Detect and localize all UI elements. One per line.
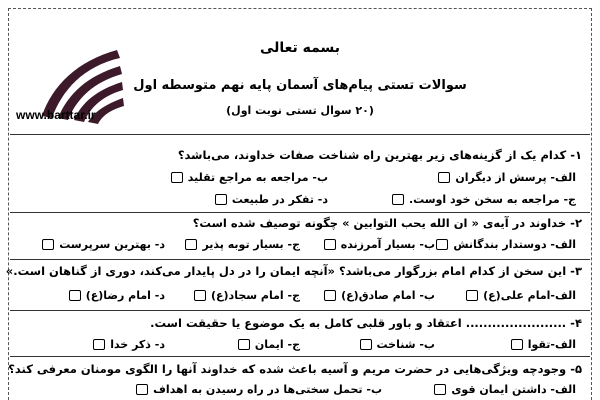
q2-option-b[interactable]: ب- بسیار آمرزنده xyxy=(324,238,435,251)
checkbox-icon[interactable] xyxy=(511,339,523,350)
q2-option-d[interactable]: د- بهترین سرپرست xyxy=(42,238,165,251)
q3-option-b[interactable]: ب- امام صادق(ع) xyxy=(324,289,435,302)
question-divider xyxy=(10,356,590,357)
q1-option-a[interactable]: الف- پرسش از دیگران xyxy=(438,171,576,184)
page-subtitle: (۲۰ سوال تستی نوبت اول) xyxy=(226,104,374,117)
page-border-left xyxy=(8,8,9,400)
q1-option-c[interactable]: ج- مراجعه به سخن خود اوست. xyxy=(392,193,576,206)
checkbox-icon[interactable] xyxy=(238,339,250,350)
checkbox-icon[interactable] xyxy=(136,384,148,395)
q5-option-a[interactable]: الف- داشتن ایمان قوی xyxy=(434,383,576,396)
checkbox-icon[interactable] xyxy=(324,239,336,250)
question-3: ۳- این سخن از کدام امام بزرگوار می‌باشد؟ «آنچه ایمان را در دل پایدار می‌کند، دوری از گناهان است.» xyxy=(5,264,582,278)
question-divider xyxy=(10,259,590,260)
checkbox-icon[interactable] xyxy=(466,290,478,301)
checkbox-icon[interactable] xyxy=(42,239,54,250)
q1-option-d[interactable]: د- تفکر در طبیعت xyxy=(215,193,328,206)
q4-option-c[interactable]: ج- ایمان xyxy=(238,338,300,351)
q4-option-d[interactable]: د- ذکر خدا xyxy=(93,338,165,351)
checkbox-icon[interactable] xyxy=(215,194,227,205)
q5-option-b[interactable]: ب- تحمل سختی‌ها در راه رسیدن به اهداف xyxy=(136,383,382,396)
checkbox-icon[interactable] xyxy=(324,290,336,301)
checkbox-icon[interactable] xyxy=(69,290,81,301)
page-border-right xyxy=(591,8,592,400)
q2-option-a[interactable]: الف- دوستدار بندگانش xyxy=(436,238,576,251)
bismillah-heading: بسمه تعالی xyxy=(259,40,341,56)
website-url[interactable]: www.barttar.ir xyxy=(16,108,96,122)
question-4: ۴- ....................... اعتقاد و باور قلبی کامل به یک موضوع یا حقیقت است. xyxy=(150,316,582,330)
checkbox-icon[interactable] xyxy=(360,339,372,350)
checkbox-icon[interactable] xyxy=(436,239,448,250)
question-5: ۵- وجودچه ویژگی‌هایی در حضرت مریم و آسیه باعث شده که خداوند آنها را الگوی مومنان معرفی کند؟ xyxy=(8,362,582,376)
question-divider xyxy=(10,212,590,213)
checkbox-icon[interactable] xyxy=(438,172,450,183)
header-divider xyxy=(10,134,590,135)
q2-option-c[interactable]: ج- بسیار توبه پذیر xyxy=(185,238,300,251)
checkbox-icon[interactable] xyxy=(194,290,206,301)
checkbox-icon[interactable] xyxy=(93,339,105,350)
q3-option-a[interactable]: الف-امام علی(ع) xyxy=(466,289,576,302)
checkbox-icon[interactable] xyxy=(392,194,404,205)
q4-option-b[interactable]: ب- شناخت xyxy=(360,338,435,351)
page-title: سوالات تستی پیام‌های آسمان پایه نهم متوسطه اول xyxy=(133,78,467,93)
checkbox-icon[interactable] xyxy=(434,384,446,395)
page-border-top xyxy=(8,8,592,9)
checkbox-icon[interactable] xyxy=(185,239,197,250)
question-1: ۱- کدام یک از گزینه‌های زیر بهترین راه شناخت صفات خداوند، می‌باشد؟ xyxy=(177,148,582,162)
question-2: ۲- خداوند در آیه‌ی « ان الله یحب التوابین » چگونه توصیف شده است؟ xyxy=(192,216,582,230)
question-divider xyxy=(10,310,590,311)
q4-option-a[interactable]: الف-تقوا xyxy=(511,338,576,351)
q3-option-c[interactable]: ج- امام سجاد(ع) xyxy=(194,289,300,302)
checkbox-icon[interactable] xyxy=(171,172,183,183)
q1-option-b[interactable]: ب- مراجعه به مراجع تقلید xyxy=(171,171,328,184)
q3-option-d[interactable]: د- امام رضا(ع) xyxy=(69,289,165,302)
